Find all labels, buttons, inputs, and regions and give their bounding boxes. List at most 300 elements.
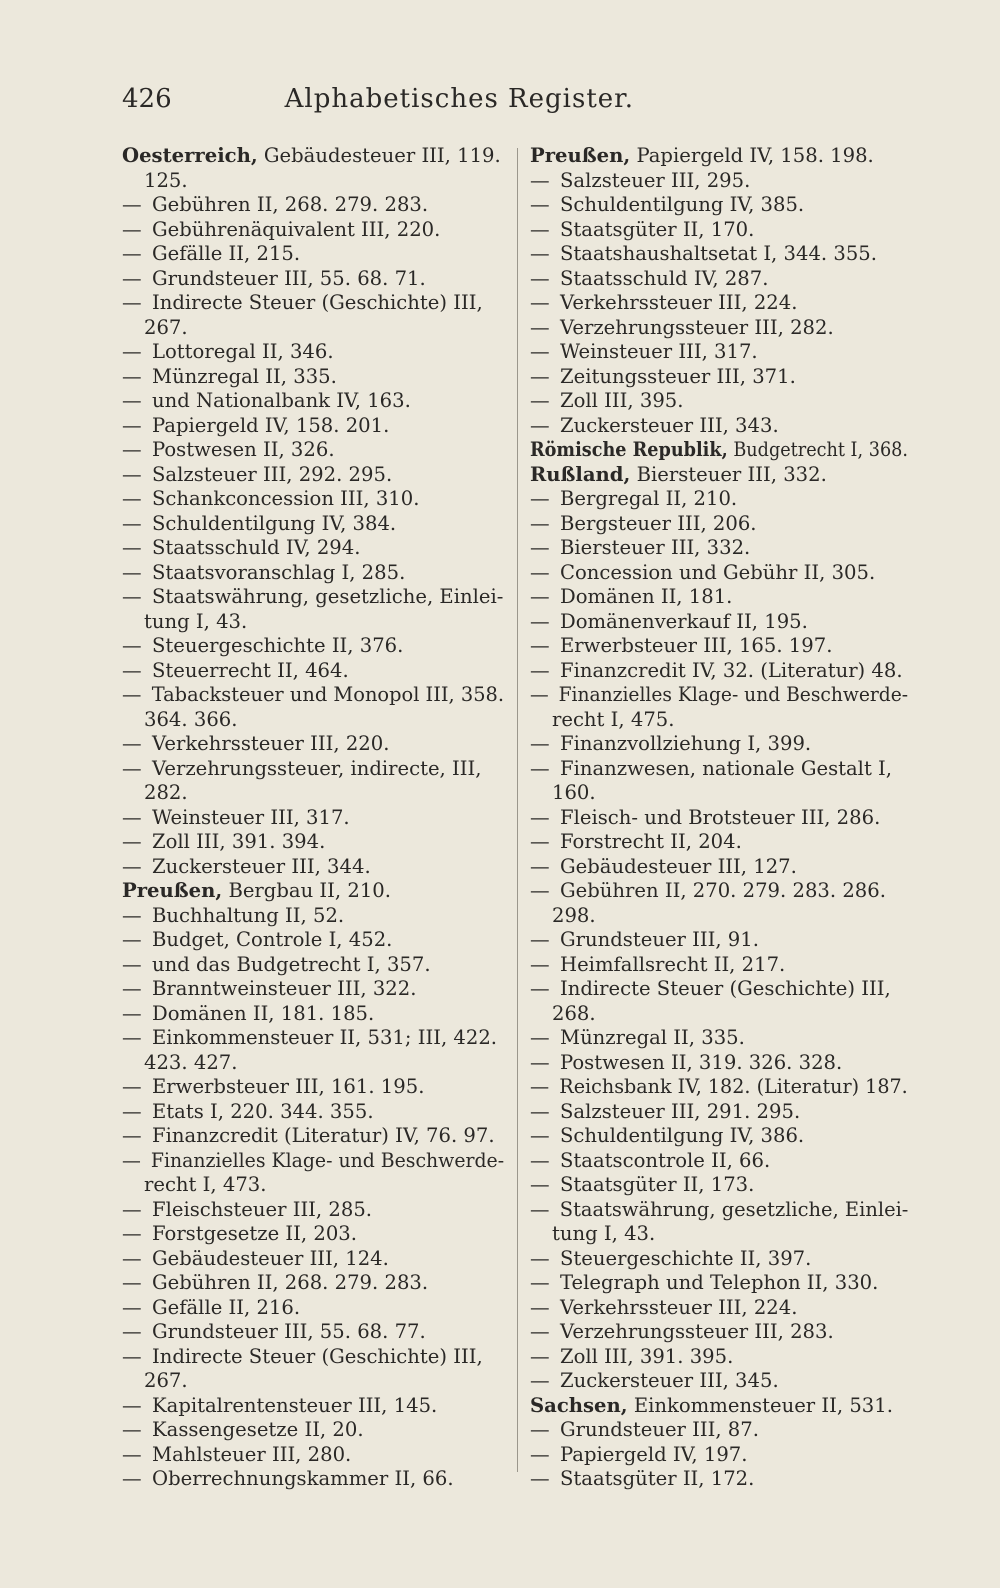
index-entry-heading [530, 1394, 908, 1419]
entry-text: Reichsbank IV, 182. (Literatur) 187. [559, 1075, 908, 1098]
dash-marker: — [530, 1418, 550, 1441]
index-subentry [530, 1026, 908, 1051]
entry-text: recht I, 475. [552, 707, 675, 731]
dash-marker: — [122, 952, 142, 976]
dash-marker: — [122, 805, 142, 829]
index-subentry [530, 316, 908, 341]
index-subentry [530, 634, 908, 659]
index-subentry [122, 757, 504, 782]
index-subentry [122, 1320, 504, 1345]
entry-text: 282. [144, 781, 188, 804]
index-subentry [122, 904, 504, 929]
entry-text: Domänenverkauf II, 195. [560, 609, 808, 633]
index-subentry [122, 953, 504, 978]
entry-text: Oberrechnungskammer II, 66. [152, 1467, 454, 1490]
entry-text: Fleischsteuer III, 285. [152, 1197, 373, 1221]
dash-marker: — [530, 1320, 550, 1343]
entry-text: Concession und Gebühr II, 305. [560, 560, 876, 584]
entry-text: Telegraph und Telephon II, 330. [560, 1271, 879, 1294]
entry-text: tung I, 43. [144, 609, 248, 633]
entry-text: Staatscontrole II, 66. [560, 1148, 771, 1172]
index-subentry [122, 291, 504, 316]
dash-marker: — [122, 536, 142, 559]
index-entry-heading [530, 438, 908, 463]
entry-text: Finanzvollziehung I, 399. [560, 732, 812, 755]
entry-text: Salzsteuer III, 295. [560, 168, 751, 192]
entry-text: Weinsteuer III, 317. [152, 805, 350, 829]
index-subentry [530, 1418, 908, 1443]
running-title: Alphabetisches Register. [284, 84, 634, 114]
index-subentry [122, 732, 504, 757]
dash-marker: — [122, 683, 142, 706]
index-subentry [122, 389, 504, 414]
entry-text: Zoll III, 391. 394. [152, 830, 326, 853]
dash-marker: — [122, 1075, 142, 1098]
index-subentry [122, 1247, 504, 1272]
entry-text: Forstgesetze II, 203. [152, 1222, 357, 1245]
index-subentry [530, 1124, 908, 1149]
entry-text: Zoll III, 395. [560, 389, 684, 412]
dash-marker: — [530, 756, 550, 780]
dash-marker: — [530, 1099, 550, 1123]
index-continuation [122, 1369, 504, 1394]
dash-marker: — [122, 1418, 142, 1441]
index-entry-heading [122, 879, 504, 904]
entry-text: Budget, Controle I, 452. [152, 928, 393, 951]
index-subentry [530, 855, 908, 880]
dash-marker: — [530, 732, 550, 755]
index-subentry [122, 1100, 504, 1125]
entry-text: Mahlsteuer III, 280. [152, 1442, 352, 1466]
index-subentry [530, 1443, 908, 1468]
index-subentry [530, 732, 908, 757]
dash-marker: — [122, 1222, 142, 1245]
dash-marker: — [530, 1050, 550, 1074]
index-subentry [530, 659, 908, 684]
entry-text: Fleisch- und Brotsteuer III, 286. [560, 805, 881, 829]
entry-text: Branntweinsteuer III, 322. [152, 977, 417, 1000]
entry-text: Tabacksteuer und Monopol III, 358. [151, 683, 505, 706]
index-subentry [530, 267, 908, 292]
index-subentry [122, 340, 504, 365]
entry-heading: Oesterreich, [122, 144, 258, 167]
index-subentry [122, 1075, 504, 1100]
dash-marker: — [530, 977, 550, 1000]
dash-marker: — [530, 193, 550, 216]
entry-text: Salzsteuer III, 291. 295. [560, 1099, 801, 1123]
dash-marker: — [122, 266, 142, 290]
entry-text: 268. [552, 1001, 596, 1025]
dash-marker: — [122, 291, 142, 314]
index-subentry [530, 1247, 908, 1272]
entry-text: Zuckersteuer III, 345. [560, 1369, 779, 1392]
entry-text: Postwesen II, 319. 326. 328. [560, 1050, 843, 1074]
dash-marker: — [530, 585, 550, 608]
entry-heading: Römische Republik, [530, 438, 728, 461]
index-subentry [122, 193, 504, 218]
entry-text: 423. 427. [144, 1050, 238, 1074]
entry-text: Zoll III, 391. 395. [560, 1344, 734, 1368]
entry-text: Biersteuer III, 332. [560, 536, 751, 559]
index-subentry [530, 1173, 908, 1198]
dash-marker: — [530, 1026, 550, 1049]
entry-text: Bergsteuer III, 206. [560, 511, 757, 535]
dash-marker: — [530, 805, 550, 829]
entry-heading: Rußland, [530, 462, 631, 486]
dash-marker: — [530, 952, 550, 976]
dash-marker: — [122, 585, 142, 608]
index-subentry [122, 855, 504, 880]
index-subentry [122, 1394, 504, 1419]
dash-marker: — [122, 756, 142, 780]
entry-text: Verzehrungssteuer, indirecte, III, [152, 756, 482, 780]
dash-marker: — [530, 536, 550, 559]
entry-text: Staatsgüter II, 170. [560, 217, 755, 241]
entry-text: Verkehrssteuer III, 224. [560, 291, 798, 314]
entry-text: Steuergeschichte II, 397. [560, 1246, 812, 1270]
index-subentry [530, 1051, 908, 1076]
index-subentry [530, 561, 908, 586]
dash-marker: — [122, 854, 142, 878]
dash-marker: — [122, 1393, 142, 1417]
entry-text: Gefälle II, 215. [152, 242, 301, 265]
entry-text: Buchhaltung II, 52. [152, 903, 345, 927]
dash-marker: — [530, 291, 550, 314]
index-subentry [530, 193, 908, 218]
dash-marker: — [122, 413, 142, 437]
entry-text: 267. [144, 1369, 188, 1392]
dash-marker: — [122, 217, 142, 241]
dash-marker: — [122, 1271, 142, 1294]
entry-text: Indirecte Steuer (Geschichte) III, [560, 977, 891, 1000]
index-subentry [530, 1075, 908, 1100]
entry-text: Münzregal II, 335. [560, 1026, 745, 1049]
index-subentry [122, 1467, 504, 1492]
entry-text: Staatsschuld IV, 294. [152, 536, 361, 559]
entry-text: und Nationalbank IV, 163. [152, 389, 411, 412]
entry-text: Gebührenäquivalent III, 220. [152, 217, 441, 241]
index-subentry [122, 561, 504, 586]
dash-marker: — [530, 1197, 550, 1221]
entry-text: Finanzcredit IV, 32. (Literatur) 48. [560, 658, 903, 682]
entry-text: Kapitalrentensteuer III, 145. [152, 1393, 438, 1417]
dash-marker: — [530, 1271, 550, 1294]
dash-marker: — [122, 1099, 142, 1123]
dash-marker: — [530, 217, 550, 241]
index-subentry [122, 365, 504, 390]
index-subentry [122, 1296, 504, 1321]
index-subentry [122, 1198, 504, 1223]
entry-text: Finanzielles Klage- und Beschwerde- [150, 1148, 505, 1172]
entry-text: 160. [552, 781, 596, 804]
page-number: 426 [122, 84, 172, 114]
index-subentry [122, 487, 504, 512]
entry-text: Budgetrecht I, 368. [733, 438, 908, 461]
index-subentry [122, 1002, 504, 1027]
index-subentry [530, 806, 908, 831]
index-subentry [530, 512, 908, 537]
entry-text: Finanzcredit (Literatur) IV, 76. 97. [152, 1124, 495, 1147]
index-subentry [122, 512, 504, 537]
dash-marker: — [530, 830, 550, 853]
index-subentry [122, 977, 504, 1002]
entry-text: Verkehrssteuer III, 224. [560, 1295, 798, 1319]
dash-marker: — [122, 732, 142, 755]
entry-text: Finanzielles Klage- und Beschwerde- [558, 683, 909, 706]
index-subentry [530, 585, 908, 610]
entry-text: Erwerbsteuer III, 165. 197. [560, 634, 833, 657]
index-subentry [122, 1418, 504, 1443]
dash-marker: — [530, 879, 550, 902]
dash-marker: — [530, 1344, 550, 1368]
entry-text: Lottoregal II, 346. [152, 340, 334, 363]
entry-text: Domänen II, 181. [560, 585, 733, 608]
dash-marker: — [530, 1124, 550, 1147]
index-entry-heading [530, 463, 908, 488]
entry-text: Weinsteuer III, 317. [560, 340, 758, 363]
dash-marker: — [122, 928, 142, 951]
entry-text: Domänen II, 181. 185. [152, 1001, 375, 1025]
index-subentry [530, 414, 908, 439]
index-subentry [122, 242, 504, 267]
index-subentry [122, 585, 504, 610]
index-subentry [122, 218, 504, 243]
entry-text: Salzsteuer III, 292. 295. [152, 462, 393, 486]
dash-marker: — [530, 266, 550, 290]
index-continuation [530, 781, 908, 806]
index-subentry [530, 610, 908, 635]
dash-marker: — [530, 560, 550, 584]
dash-marker: — [530, 1148, 550, 1172]
index-subentry [530, 757, 908, 782]
dash-marker: — [122, 903, 142, 927]
entry-text: Gebühren II, 268. 279. 283. [152, 193, 429, 216]
index-continuation [530, 1222, 908, 1247]
dash-marker: — [530, 1075, 550, 1098]
dash-marker: — [530, 511, 550, 535]
dash-marker: — [122, 193, 142, 216]
index-subentry [122, 267, 504, 292]
entry-text: 125. [144, 168, 188, 192]
entry-text: Münzregal II, 335. [152, 364, 337, 388]
dash-marker: — [530, 1442, 550, 1466]
dash-marker: — [530, 315, 550, 339]
column-divider [517, 148, 518, 1472]
index-continuation [122, 169, 504, 194]
entry-text: Indirecte Steuer (Geschichte) III, [152, 291, 483, 314]
dash-marker: — [122, 242, 142, 265]
entry-text: tung I, 43. [552, 1222, 656, 1245]
dash-marker: — [122, 658, 142, 682]
entry-text: Gebäudesteuer III, 119. [263, 144, 501, 167]
entry-text: Schuldentilgung IV, 385. [560, 193, 805, 216]
entry-heading: Sachsen, [530, 1393, 628, 1417]
index-subentry [122, 463, 504, 488]
index-subentry [122, 830, 504, 855]
dash-marker: — [122, 462, 142, 486]
dash-marker: — [530, 364, 550, 388]
entry-text: Kassengesetze II, 20. [152, 1418, 364, 1441]
index-subentry [530, 1149, 908, 1174]
entry-text: Staatshaushaltsetat I, 344. 355. [560, 242, 877, 265]
index-subentry [122, 1148, 505, 1174]
index-continuation [122, 316, 504, 341]
entry-text: Staatsvoranschlag I, 285. [152, 560, 406, 584]
dash-marker: — [122, 364, 142, 388]
dash-marker: — [122, 1442, 142, 1466]
index-subentry [530, 1320, 908, 1345]
entry-text: Grundsteuer III, 55. 68. 77. [152, 1320, 426, 1343]
dash-marker: — [122, 977, 142, 1000]
dash-marker: — [530, 1467, 550, 1490]
index-subentry [122, 1271, 504, 1296]
dash-marker: — [530, 1295, 550, 1319]
index-subentry [530, 1296, 908, 1321]
dash-marker: — [122, 1467, 142, 1490]
index-subentry [530, 365, 908, 390]
dash-marker: — [122, 511, 142, 535]
entry-text: Verkehrssteuer III, 220. [152, 732, 390, 755]
entry-text: Schuldentilgung IV, 386. [560, 1124, 805, 1147]
entry-text: Heimfallsrecht II, 217. [560, 952, 786, 976]
entry-text: Staatsgüter II, 172. [560, 1467, 755, 1490]
entry-text: Verzehrungssteuer III, 282. [560, 315, 834, 339]
entry-text: Gefälle II, 216. [152, 1295, 301, 1319]
dash-marker: — [530, 1246, 550, 1270]
dash-marker: — [530, 683, 549, 706]
entry-text: Bergbau II, 210. [228, 879, 391, 902]
index-continuation [122, 781, 504, 806]
entry-text: Einkommensteuer II, 531. [633, 1393, 893, 1417]
index-subentry [530, 830, 908, 855]
entry-text: Grundsteuer III, 87. [560, 1418, 759, 1441]
index-subentry [530, 218, 908, 243]
dash-marker: — [530, 487, 550, 510]
entry-text: Gebühren II, 268. 279. 283. [152, 1271, 429, 1294]
index-subentry [530, 487, 908, 512]
entry-text: Papiergeld IV, 197. [560, 1442, 748, 1466]
dash-marker: — [122, 1246, 142, 1270]
entry-text: Staatsschuld IV, 287. [560, 266, 769, 290]
index-continuation [122, 610, 504, 635]
entry-heading: Preußen, [122, 879, 223, 902]
entry-text: Zuckersteuer III, 343. [560, 413, 779, 437]
index-subentry [122, 1026, 504, 1051]
dash-marker: — [122, 560, 142, 584]
entry-text: Gebäudesteuer III, 127. [560, 854, 797, 878]
index-subentry [122, 683, 505, 708]
index-subentry [530, 242, 908, 267]
entry-text: 298. [552, 903, 596, 927]
entry-text: Schuldentilgung IV, 384. [152, 511, 397, 535]
entry-text: Staatsgüter II, 173. [560, 1173, 755, 1196]
dash-marker: — [530, 1369, 550, 1392]
entry-text: Verzehrungssteuer III, 283. [560, 1320, 834, 1343]
index-subentry [530, 1197, 909, 1223]
dash-marker: — [122, 1344, 142, 1368]
index-continuation [122, 1173, 504, 1198]
entry-text: Staatswährung, gesetzliche, Einlei- [152, 585, 504, 608]
index-continuation [530, 708, 908, 733]
entry-text: Papiergeld IV, 158. 201. [152, 413, 390, 437]
index-subentry [530, 928, 908, 953]
dash-marker: — [122, 634, 142, 657]
index-subentry [530, 536, 908, 561]
index-subentry [530, 683, 909, 708]
dash-marker: — [122, 340, 142, 363]
entry-text: 364. 366. [144, 707, 238, 731]
index-subentry [122, 1345, 504, 1370]
entry-text: Gebäudesteuer III, 124. [152, 1246, 389, 1270]
entry-text: Etats I, 220. 344. 355. [152, 1099, 374, 1123]
entry-text: Zuckersteuer III, 344. [152, 854, 371, 878]
index-subentry [122, 1443, 504, 1468]
index-subentry [530, 879, 908, 904]
index-subentry [530, 1369, 908, 1394]
dash-marker: — [122, 1001, 142, 1025]
index-subentry [122, 659, 504, 684]
entry-text: Steuergeschichte II, 376. [152, 634, 404, 657]
entry-text: Gebühren II, 270. 279. 283. 286. [560, 879, 886, 902]
entry-heading: Preußen, [530, 144, 631, 167]
entry-text: und das Budgetrecht I, 357. [152, 952, 431, 976]
entry-text: Indirecte Steuer (Geschichte) III, [152, 1344, 483, 1368]
dash-marker: — [530, 609, 550, 633]
entry-text: 267. [144, 315, 188, 339]
dash-marker: — [122, 389, 142, 412]
index-subentry [122, 928, 504, 953]
dash-marker: — [530, 1173, 550, 1196]
dash-marker: — [122, 487, 142, 510]
dash-marker: — [122, 1026, 142, 1049]
index-subentry [530, 1271, 908, 1296]
index-continuation [530, 1002, 908, 1027]
index-subentry [530, 340, 908, 365]
entry-text: Papiergeld IV, 158. 198. [636, 144, 874, 167]
dash-marker: — [530, 340, 550, 363]
dash-marker: — [530, 168, 550, 192]
dash-marker: — [530, 928, 550, 951]
dash-marker: — [122, 1320, 142, 1343]
entry-text: Grundsteuer III, 55. 68. 71. [152, 266, 426, 290]
entry-text: Erwerbsteuer III, 161. 195. [152, 1075, 425, 1098]
dash-marker: — [122, 438, 142, 461]
index-entry-heading [530, 144, 908, 169]
index-subentry [530, 389, 908, 414]
dash-marker: — [530, 634, 550, 657]
entry-text: Postwesen II, 326. [152, 438, 335, 461]
dash-marker: — [530, 658, 550, 682]
dash-marker: — [122, 1148, 141, 1172]
dash-marker: — [122, 1124, 142, 1147]
entry-text: recht I, 473. [144, 1173, 267, 1196]
index-subentry [530, 1345, 908, 1370]
index-subentry [122, 414, 504, 439]
index-subentry [122, 634, 504, 659]
dash-marker: — [122, 1295, 142, 1319]
index-subentry [530, 291, 908, 316]
index-continuation [122, 1051, 504, 1076]
dash-marker: — [530, 413, 550, 437]
entry-text: Biersteuer III, 332. [636, 462, 827, 486]
index-subentry [122, 1222, 504, 1247]
entry-text: Steuerrecht II, 464. [152, 658, 349, 682]
dash-marker: — [122, 830, 142, 853]
index-subentry [122, 536, 504, 561]
entry-text: Forstrecht II, 204. [560, 830, 742, 853]
index-subentry [530, 1467, 908, 1492]
index-subentry [530, 169, 908, 194]
